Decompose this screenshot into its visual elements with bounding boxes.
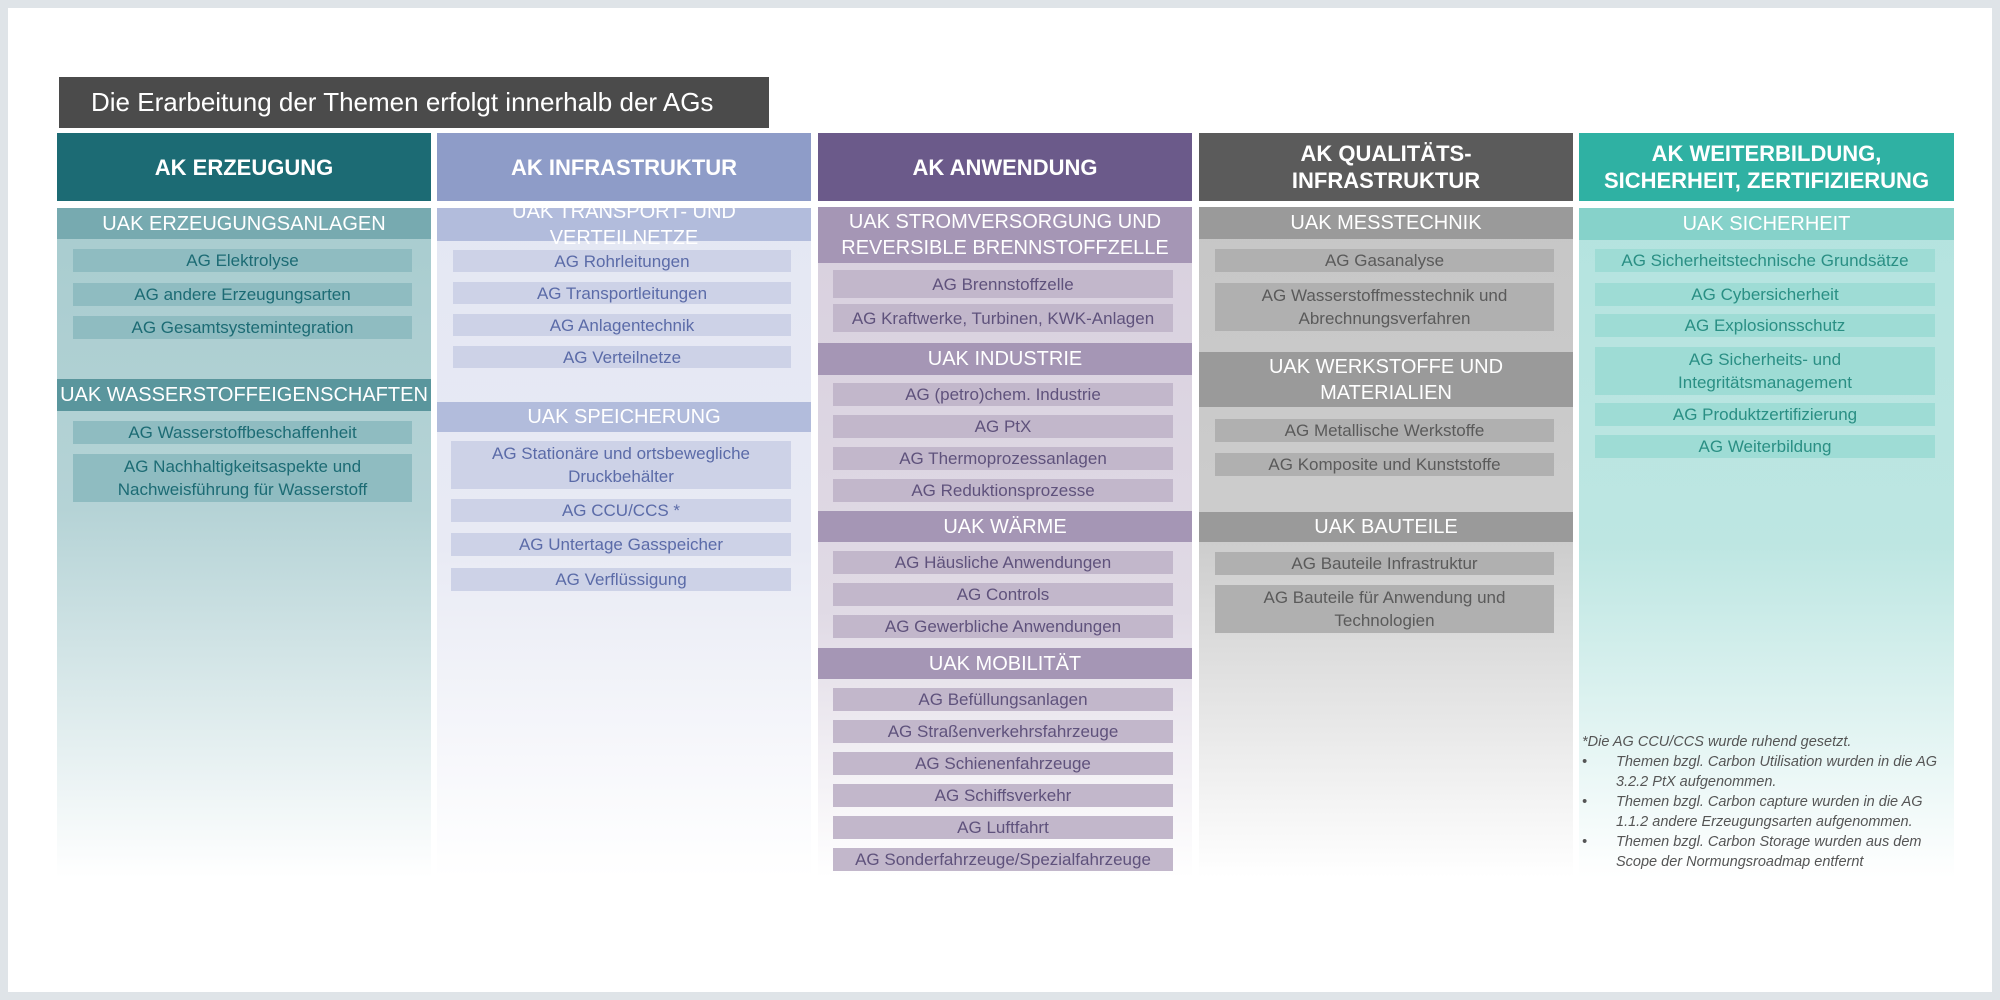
ag-item: AG Sicherheitstechnische Grundsätze <box>1595 249 1935 272</box>
ak-header: AK ANWENDUNG <box>818 133 1192 201</box>
uak-header: UAK WASSERSTOFFEIGENSCHAFTEN <box>57 379 431 411</box>
ag-item: AG Komposite und Kunststoffe <box>1215 453 1554 476</box>
uak-header: UAK ERZEUGUNGSANLAGEN <box>57 208 431 239</box>
ag-item: AG Reduktionsprozesse <box>833 479 1173 502</box>
footnote-bullet <box>1582 792 1954 832</box>
ag-item: AG Transportleitungen <box>453 282 791 304</box>
ag-item: AG Nachhaltigkeitsaspekte und Nachweisführung für Wasserstoff <box>73 454 412 502</box>
column-ak-erzeugung <box>57 133 431 878</box>
ag-item: AG Kraftwerke, Turbinen, KWK-Anlagen <box>833 304 1173 332</box>
ag-item: AG Luftfahrt <box>833 816 1173 839</box>
column-ak-infrastruktur <box>437 133 811 878</box>
uak-header: UAK WERKSTOFFE UND MATERIALIEN <box>1199 352 1573 407</box>
footnote-item: Themen bzgl. Carbon capture wurden in die AG 1.1.2 andere Erzeugungsarten aufgenommen. <box>1616 794 1923 830</box>
uak-header: UAK WÄRME <box>818 511 1192 542</box>
ag-item: AG Elektrolyse <box>73 249 412 272</box>
uak-header: UAK MESSTECHNIK <box>1199 207 1573 239</box>
ag-item: AG Stationäre und ortsbewegliche Druckbehälter <box>451 441 791 489</box>
ag-item: AG Rohrleitungen <box>453 250 791 272</box>
ag-item: AG Befüllungsanlagen <box>833 688 1173 711</box>
footnote-bullet <box>1582 832 1954 872</box>
ag-item: AG Anlagentechnik <box>453 314 791 336</box>
footnote-line: *Die AG CCU/CCS wurde ruhend gesetzt. <box>1582 734 1852 750</box>
ag-item: AG Weiterbildung <box>1595 435 1935 458</box>
ag-item: AG Straßenverkehrsfahrzeuge <box>833 720 1173 743</box>
ag-item: AG Gasanalyse <box>1215 249 1554 272</box>
ag-item: AG Brennstoffzelle <box>833 270 1173 298</box>
uak-header: UAK STROMVERSORGUNG UND REVERSIBLE BRENNSTOFFZELLE <box>818 207 1192 263</box>
ag-item: AG Sicherheits- und Integritätsmanagement <box>1595 347 1935 395</box>
ag-item: AG Schiffsverkehr <box>833 784 1173 807</box>
ag-item: AG Explosionsschutz <box>1595 314 1935 337</box>
page-title: Die Erarbeitung der Themen erfolgt innerhalb der AGs <box>59 77 769 128</box>
ag-item: AG Verflüssigung <box>451 568 791 591</box>
uak-header: UAK TRANSPORT- UND VERTEILNETZE <box>437 208 811 241</box>
uak-header: UAK MOBILITÄT <box>818 648 1192 679</box>
ag-item: AG Bauteile für Anwendung und Technologien <box>1215 585 1554 633</box>
ag-item: AG Häusliche Anwendungen <box>833 551 1173 574</box>
ag-item: AG CCU/CCS * <box>451 499 791 522</box>
footnote-item: Themen bzgl. Carbon Utilisation wurden in die AG 3.2.2 PtX aufgenommen. <box>1616 754 1938 790</box>
ag-item: AG andere Erzeugungsarten <box>73 283 412 306</box>
ag-item: AG Metallische Werkstoffe <box>1215 419 1554 442</box>
ag-item: AG Controls <box>833 583 1173 606</box>
column-ak-qualitaetsinfrastruktur <box>1199 133 1573 878</box>
column-ak-anwendung <box>818 133 1192 878</box>
ag-item: AG Wasserstoffbeschaffenheit <box>73 421 412 444</box>
ak-header: AK WEITERBILDUNG, SICHERHEIT, ZERTIFIZIERUNG <box>1579 133 1954 201</box>
bullet-icon: • <box>1582 794 1588 810</box>
bullet-icon: • <box>1582 834 1588 850</box>
uak-header: UAK INDUSTRIE <box>818 343 1192 375</box>
uak-header: UAK SICHERHEIT <box>1579 208 1954 240</box>
ag-item: AG Cybersicherheit <box>1595 283 1935 306</box>
footnote <box>1582 732 1954 872</box>
bullet-icon: • <box>1582 754 1588 770</box>
uak-header: UAK SPEICHERUNG <box>437 402 811 432</box>
footnote-bullet <box>1582 752 1954 792</box>
ag-item: AG Thermoprozessanlagen <box>833 447 1173 470</box>
column-body <box>57 208 431 878</box>
ag-item: AG Verteilnetze <box>453 346 791 368</box>
ag-item: AG Produktzertifizierung <box>1595 403 1935 426</box>
ag-item: AG (petro)chem. Industrie <box>833 383 1173 406</box>
ag-item: AG Schienenfahrzeuge <box>833 752 1173 775</box>
ag-item: AG Gesamtsystemintegration <box>73 316 412 339</box>
ak-header: AK ERZEUGUNG <box>57 133 431 201</box>
ak-header: AK QUALITÄTS- INFRASTRUKTUR <box>1199 133 1573 201</box>
ag-item: AG Untertage Gasspeicher <box>451 533 791 556</box>
uak-header: UAK BAUTEILE <box>1199 512 1573 542</box>
ag-item: AG Bauteile Infrastruktur <box>1215 552 1554 575</box>
footnote-item: Themen bzgl. Carbon Storage wurden aus dem Scope der Normungsroadmap entfernt <box>1616 834 1922 870</box>
slide <box>8 8 1992 992</box>
ag-item: AG PtX <box>833 415 1173 438</box>
ak-header: AK INFRASTRUKTUR <box>437 133 811 201</box>
ag-item: AG Wasserstoffmesstechnik und Abrechnungsverfahren <box>1215 283 1554 331</box>
ag-item: AG Sonderfahrzeuge/Spezialfahrzeuge <box>833 848 1173 871</box>
ag-item: AG Gewerbliche Anwendungen <box>833 615 1173 638</box>
